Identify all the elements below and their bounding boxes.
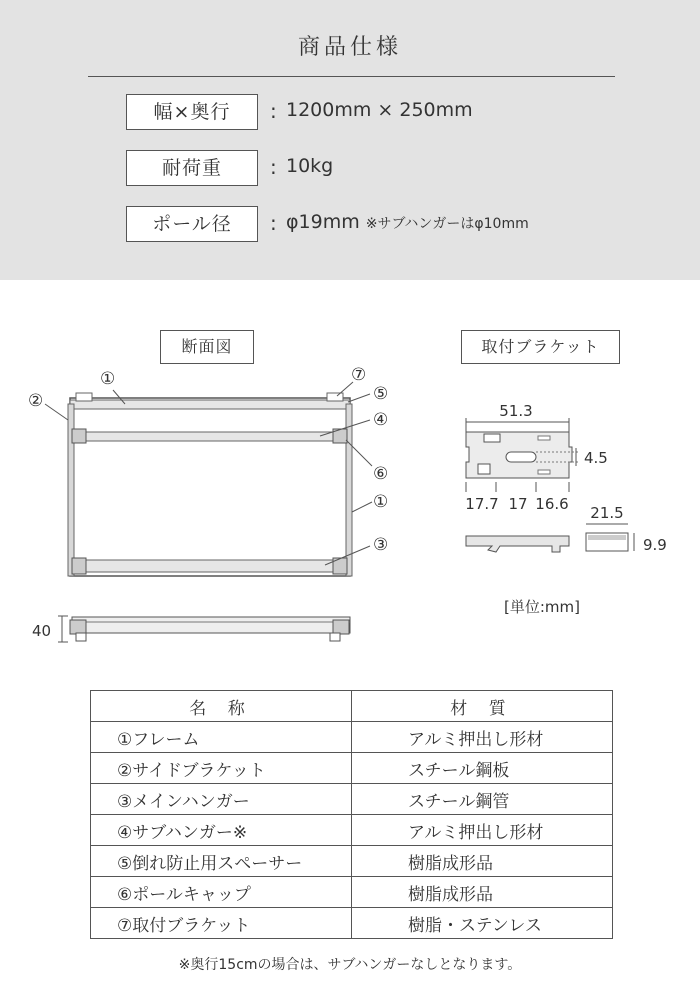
part-material: 樹脂成形品: [352, 877, 613, 908]
top-bracket-right: [327, 393, 343, 401]
top-frame-bar: [70, 400, 350, 409]
part-name: ⑥ポールキャップ: [91, 877, 352, 908]
pole-note: ※サブハンガーはφ10mm: [365, 216, 529, 232]
parts-table: [90, 690, 613, 939]
bracket-notch-top: [484, 434, 500, 442]
part-material: アルミ押出し形材: [352, 722, 613, 753]
bracket-side-view: [466, 536, 569, 552]
main-cap-left: [72, 558, 86, 574]
spec-value-size: 1200mm × 250mm: [286, 99, 473, 121]
header-material: 材 質: [352, 691, 613, 722]
header-name: 名 称: [91, 691, 352, 722]
spec-label-pole: ポール径: [126, 206, 258, 242]
callout-4: ④: [373, 410, 389, 430]
side-view-body: [72, 617, 350, 633]
part-name: ⑤倒れ防止用スペーサー: [91, 846, 352, 877]
sub-cap-left: [72, 429, 86, 443]
part-name: ⑦取付ブラケット: [91, 908, 352, 939]
side-view-foot-left: [76, 633, 86, 641]
callout-1b: ①: [373, 492, 389, 512]
callout-7: ⑦: [351, 365, 367, 385]
spec-label-size: 幅×奥行: [126, 94, 258, 130]
callout-6: ⑥: [373, 464, 389, 484]
bracket-seg3-label: 16.6: [535, 495, 569, 513]
part-material: 樹脂成形品: [352, 846, 613, 877]
part-material: スチール鋼管: [352, 784, 613, 815]
part-material: アルミ押出し形材: [352, 815, 613, 846]
unit-note: [単位:mm]: [504, 598, 580, 616]
height-dim-label: 40: [32, 622, 52, 640]
part-name: ④サブハンガー※: [91, 815, 352, 846]
spec-colon: :: [270, 99, 277, 123]
leader-5: [348, 394, 370, 402]
side-view-cap-left: [70, 620, 86, 634]
footnote: ※奥行15cmの場合は、サブハンガーなしとなります。: [178, 957, 522, 973]
cross-section-label: 断面図: [160, 330, 254, 364]
table-row: [91, 722, 613, 753]
leader-2: [45, 404, 68, 420]
table-row: [91, 846, 613, 877]
spec-value-load: 10kg: [286, 155, 334, 177]
part-name: ②サイドブラケット: [91, 753, 352, 784]
main-hanger: [74, 560, 346, 572]
callout-1: ①: [100, 369, 116, 389]
sub-hanger: [74, 432, 346, 441]
bracket-label: 取付ブラケット: [461, 330, 620, 364]
spec-title: 商品仕様: [297, 35, 402, 60]
leader-1b: [352, 502, 372, 512]
top-bracket-left: [76, 393, 92, 401]
spec-divider: [88, 76, 615, 77]
table-header-row: [91, 691, 613, 722]
part-material: スチール鋼板: [352, 753, 613, 784]
bracket-diagram: [440, 390, 700, 630]
spec-colon: :: [270, 211, 277, 235]
table-row: [91, 784, 613, 815]
bracket-width-label: 51.3: [499, 402, 533, 420]
pole-diameter: φ19mm: [286, 211, 360, 233]
table-row: [91, 815, 613, 846]
table-row: [91, 908, 613, 939]
side-view-cap-right: [333, 620, 349, 634]
cap-height-label: 9.9: [643, 536, 667, 554]
frame-outline: [70, 398, 350, 576]
cap-width-label: 21.5: [590, 504, 624, 522]
callout-2: ②: [28, 391, 44, 411]
part-name: ③メインハンガー: [91, 784, 352, 815]
part-name: ①フレーム: [91, 722, 352, 753]
bracket-slot: [506, 452, 536, 462]
side-view-foot-right: [330, 633, 340, 641]
bracket-seg1-label: 17.7: [465, 495, 499, 513]
table-row: [91, 753, 613, 784]
callout-3: ③: [373, 535, 389, 555]
table-row: [91, 877, 613, 908]
bracket-hole-label: 4.5: [584, 449, 608, 467]
spec-colon: :: [270, 155, 277, 179]
part-material: 樹脂・ステンレス: [352, 908, 613, 939]
bracket-seg2-label: 17: [508, 495, 528, 513]
spec-label-load: 耐荷重: [126, 150, 258, 186]
callout-5: ⑤: [373, 384, 389, 404]
bracket-notch-bottom: [478, 464, 490, 474]
spec-value-pole: [286, 211, 529, 233]
cross-section-diagram: [0, 360, 420, 660]
spec-section: [0, 0, 700, 280]
